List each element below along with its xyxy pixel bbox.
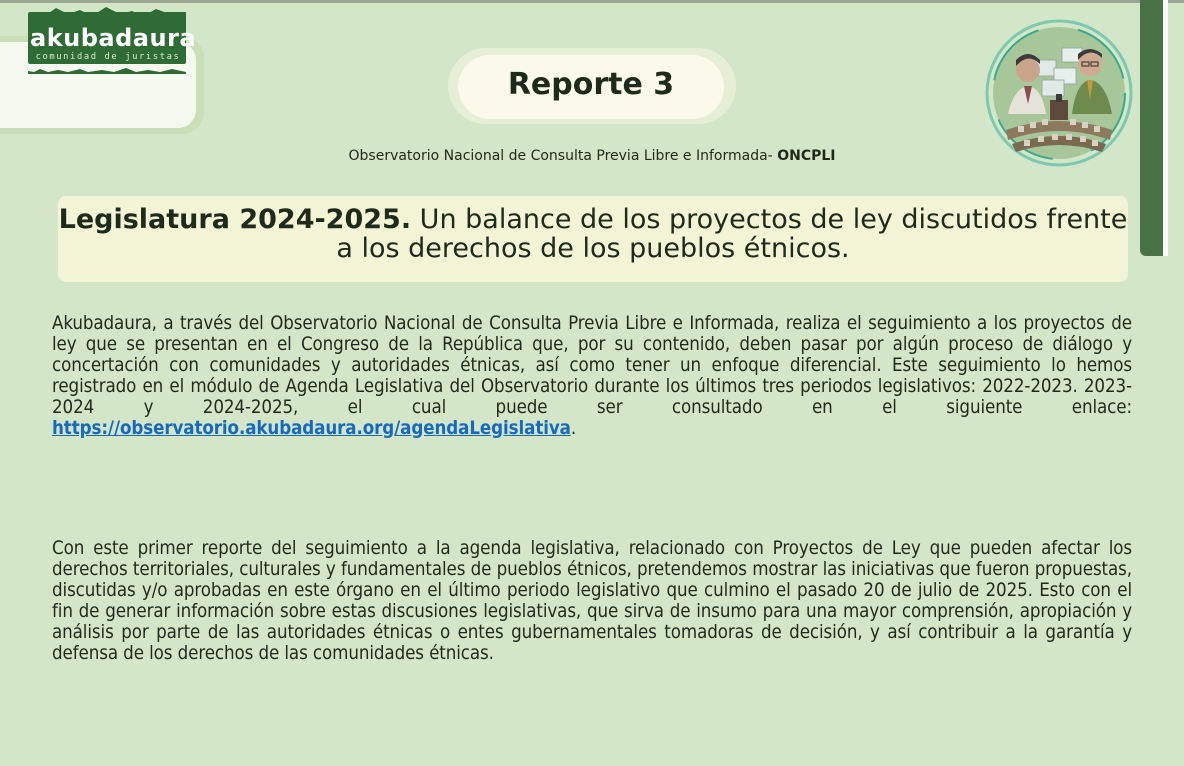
congress-illustration-icon — [984, 18, 1134, 168]
report-title: Reporte 3 — [458, 55, 724, 119]
heading-bold: Legislatura 2024-2025. — [58, 204, 412, 235]
logo-subtitle: comunidad de juristas — [35, 52, 181, 62]
logo-grass-icon — [28, 66, 186, 74]
heading-rest: Un balance de los proyectos de ley discutidos frente a los derechos de los pueblos étnicos. — [336, 204, 1128, 264]
scrollbar-edge — [1163, 0, 1168, 256]
intro-paragraph — [52, 314, 1132, 439]
page-heading — [58, 205, 1128, 263]
observatory-acronym: ONCPLI — [777, 148, 836, 164]
agenda-link[interactable]: https://observatorio.akubadaura.org/agendaLegislativa — [52, 417, 571, 439]
logo-title: akubadaura — [30, 24, 197, 52]
observatory-subtitle — [0, 148, 1184, 164]
intro-after: . — [570, 417, 577, 439]
top-border — [0, 0, 1184, 3]
report-paragraph: Con este primer reporte del seguimiento a la agenda legislativa, relacionado con Proyectos de Ley que pueden afectar los derechos territoriales, culturales y fundamentales de pueblos étnicos, pretendemos mostrar las iniciativas que fueron propuestas, discutidas y/o aprobadas en este órgano en el último periodo legislativo que culmino el pasado 20 de julio de 2025. Esto con el fin de generar información sobre estas discusiones legislativas, que sirva de insumo para una mayor comprensión, apropiación y análisis por parte de las autoridades étnicas o entes gubernamentales tomadoras de decisión, y así contribuir a la garantía y defensa de los derechos de las comunidades étnicas. — [52, 538, 1132, 664]
intro-text: Akubadaura, a través del Observatorio Nacional de Consulta Previa Libre e Informada, realiza el seguimiento a los proyectos de ley que se presentan en el Congreso de la República que, por su contenido, deben pasar por algún proceso de diálogo y concertación con comunidades y autoridades étnicas, así como tener un enfoque diferencial. Este seguimiento lo hemos registrado en el módulo de Agenda Legislativa del Observatorio durante los últimos tres periodos legislativos: 2022-2023. 2023-2024 y 2024-2025, el cual puede ser consultado en el siguiente enlace: — [52, 313, 1132, 418]
observatory-name: Observatorio Nacional de Consulta Previa Libre e Informada- — [348, 148, 773, 164]
